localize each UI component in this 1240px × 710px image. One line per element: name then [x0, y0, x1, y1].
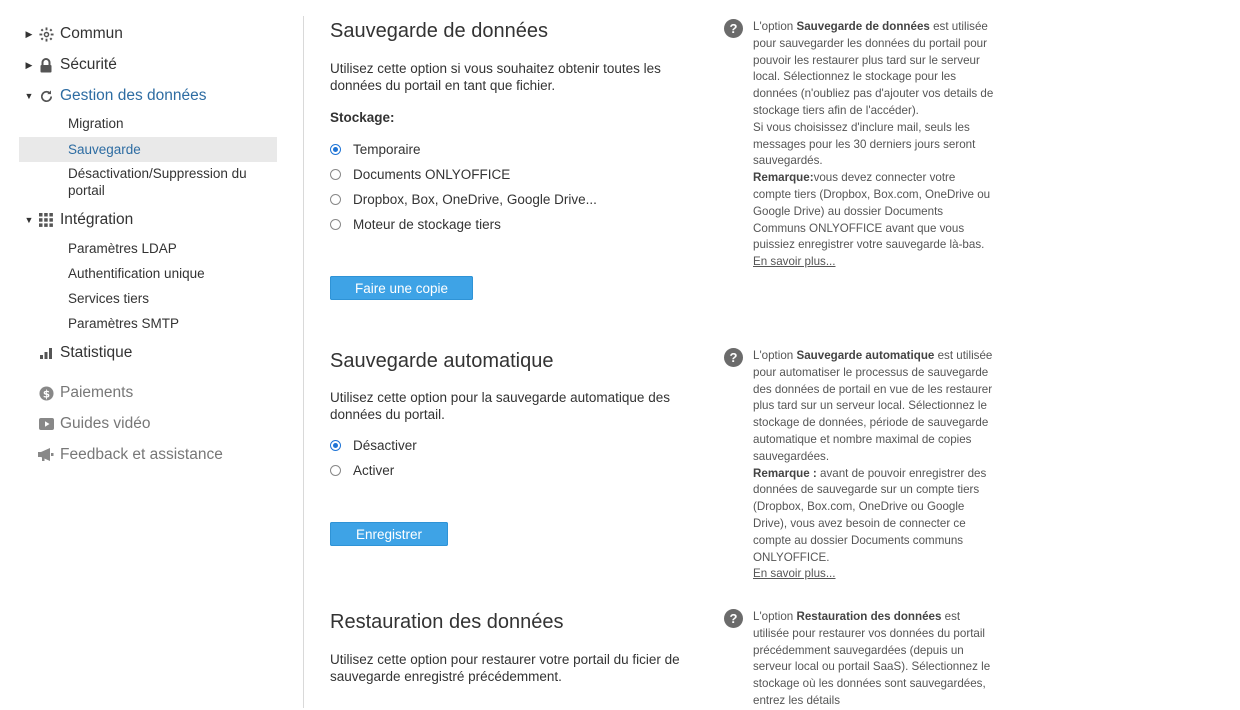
grid-icon — [38, 212, 54, 228]
radio-label: Dropbox, Box, OneDrive, Google Drive... — [353, 192, 597, 207]
svg-text:$: $ — [42, 387, 50, 400]
nav-payments-label: Paiements — [60, 384, 134, 401]
help-icon: ? — [724, 609, 743, 628]
sub-item-third-party[interactable]: Services tiers — [68, 291, 150, 306]
nav-statistics[interactable] — [0, 340, 132, 366]
restore-description: Utilisez cette option pour restaurer votre portail du ficier de sauvegarde enregistré précédemment. — [330, 652, 680, 684]
dollar-icon — [38, 385, 54, 401]
radio-label: Activer — [353, 463, 395, 478]
sub-item-smtp[interactable]: Paramètres SMTP — [68, 316, 180, 331]
nav-video-guides[interactable] — [0, 411, 150, 437]
nav-security[interactable] — [0, 52, 117, 78]
auto-backup-description: Utilisez cette option pour la sauvegarde automatique des données du portail. — [330, 390, 670, 422]
backup-title: Sauvegarde de données — [330, 20, 548, 42]
radio-button[interactable] — [330, 219, 341, 230]
nav-common-label: Commun — [60, 25, 123, 42]
save-button[interactable]: Enregistrer — [330, 522, 448, 546]
nav-statistics-label: Statistique — [60, 344, 133, 361]
radio-third-party-engine[interactable] — [330, 217, 501, 232]
radio-disable[interactable] — [330, 438, 417, 453]
chevron-right-icon[interactable]: ▶ — [25, 28, 33, 39]
nav-payments[interactable] — [0, 380, 133, 406]
auto-backup-help-text: L'option Sauvegarde automatique est utilisée pour automatiser le processus de sauvegarde des données de portail en vue de les restaurer plus tard sur un serveur local. Sélectionnez le stockage de données, période de sauvegarde automatique et nombre maximal de copies sauvegardées. Remarque : avant de pouvoir enregistrer des données de sauvegarde sur un compte tiers (Dropbox, Box.com, OneDrive ou Google Drive), vous avez besoin de connecter ce compte au dossier Documents communs ONLYOFFICE. En savoir plus... — [753, 349, 993, 581]
radio-temporary[interactable] — [330, 142, 421, 157]
radio-label: Documents ONLYOFFICE — [353, 167, 511, 182]
backup-description: Utilisez cette option si vous souhaitez obtenir toutes les données du portail en tant que fichier. — [330, 61, 661, 93]
radio-button[interactable] — [330, 144, 341, 155]
nav-common[interactable] — [0, 21, 123, 47]
radio-cloud-storage[interactable] — [330, 192, 597, 207]
learn-more-link[interactable]: En savoir plus... — [753, 255, 836, 269]
sub-item-migration[interactable]: Migration — [68, 116, 124, 131]
sidebar-divider — [303, 16, 304, 708]
radio-label: Temporaire — [353, 142, 421, 157]
restore-help-text: L'option Restauration des données est utilisée pour restaurer vos données du portail précédemment sauvegardées (depuis un serveur local ou portail SaaS). Sélectionnez le stockage où les données sont sauvegardées, entrez les détails — [753, 610, 991, 707]
sub-item-deactivation[interactable]: Désactivation/Suppression du portail — [68, 166, 247, 198]
restore-title: Restauration des données — [330, 611, 564, 633]
radio-enable[interactable] — [330, 463, 394, 478]
bar-chart-icon — [38, 345, 54, 361]
chevron-right-icon[interactable]: ▶ — [25, 59, 33, 70]
sub-item-backup[interactable]: Sauvegarde — [19, 137, 277, 162]
nav-integration-label: Intégration — [60, 211, 134, 228]
refresh-icon — [38, 88, 54, 104]
radio-onlyoffice-docs[interactable] — [330, 167, 510, 182]
nav-data-management[interactable] — [0, 83, 207, 109]
radio-label: Moteur de stockage tiers — [353, 217, 501, 232]
learn-more-link[interactable]: En savoir plus... — [753, 567, 836, 581]
lock-icon — [38, 57, 54, 73]
help-icon: ? — [724, 19, 743, 38]
chevron-down-icon[interactable]: ▼ — [24, 215, 34, 225]
sub-item-sso[interactable]: Authentification unique — [68, 266, 205, 281]
nav-integration[interactable] — [0, 207, 133, 233]
radio-label: Désactiver — [353, 438, 417, 453]
nav-video-guides-label: Guides vidéo — [60, 415, 151, 432]
make-copy-button[interactable]: Faire une copie — [330, 276, 473, 300]
gear-icon — [38, 26, 54, 42]
sidebar — [0, 0, 290, 708]
nav-feedback[interactable] — [0, 442, 223, 468]
nav-feedback-label: Feedback et assistance — [60, 446, 223, 463]
nav-data-management-label: Gestion des données — [60, 87, 207, 104]
video-icon — [38, 416, 54, 432]
storage-label: Stockage: — [330, 110, 395, 125]
radio-button[interactable] — [330, 169, 341, 180]
radio-button[interactable] — [330, 465, 341, 476]
megaphone-icon — [38, 447, 54, 463]
help-icon: ? — [724, 348, 743, 367]
auto-backup-title: Sauvegarde automatique — [330, 350, 554, 372]
radio-button[interactable] — [330, 194, 341, 205]
radio-button[interactable] — [330, 440, 341, 451]
chevron-down-icon[interactable]: ▼ — [24, 91, 34, 101]
sub-item-ldap[interactable]: Paramètres LDAP — [68, 241, 177, 256]
backup-help-text: L'option Sauvegarde de données est utilisée pour sauvegarder les données du portail pour pouvoir les restaurer plus tard sur le serveur local. Sélectionnez le stockage pour les données (n'oubliez pas d'ajouter vos details de stockage tiers afin de l'accéder). Si vous choisissez d'inclure mail, seuls les messages pour les 30 derniers jours seront sauvegardés. Remarque:vous devez connecter votre compte tiers (Dropbox, Box.com, OneDrive ou Google Drive) au dossier Documents Communs ONLYOFFICE avant que vous puissiez enregistrer votre sauvegarde là-bas. En savoir plus... — [753, 20, 994, 269]
nav-security-label: Sécurité — [60, 56, 117, 73]
